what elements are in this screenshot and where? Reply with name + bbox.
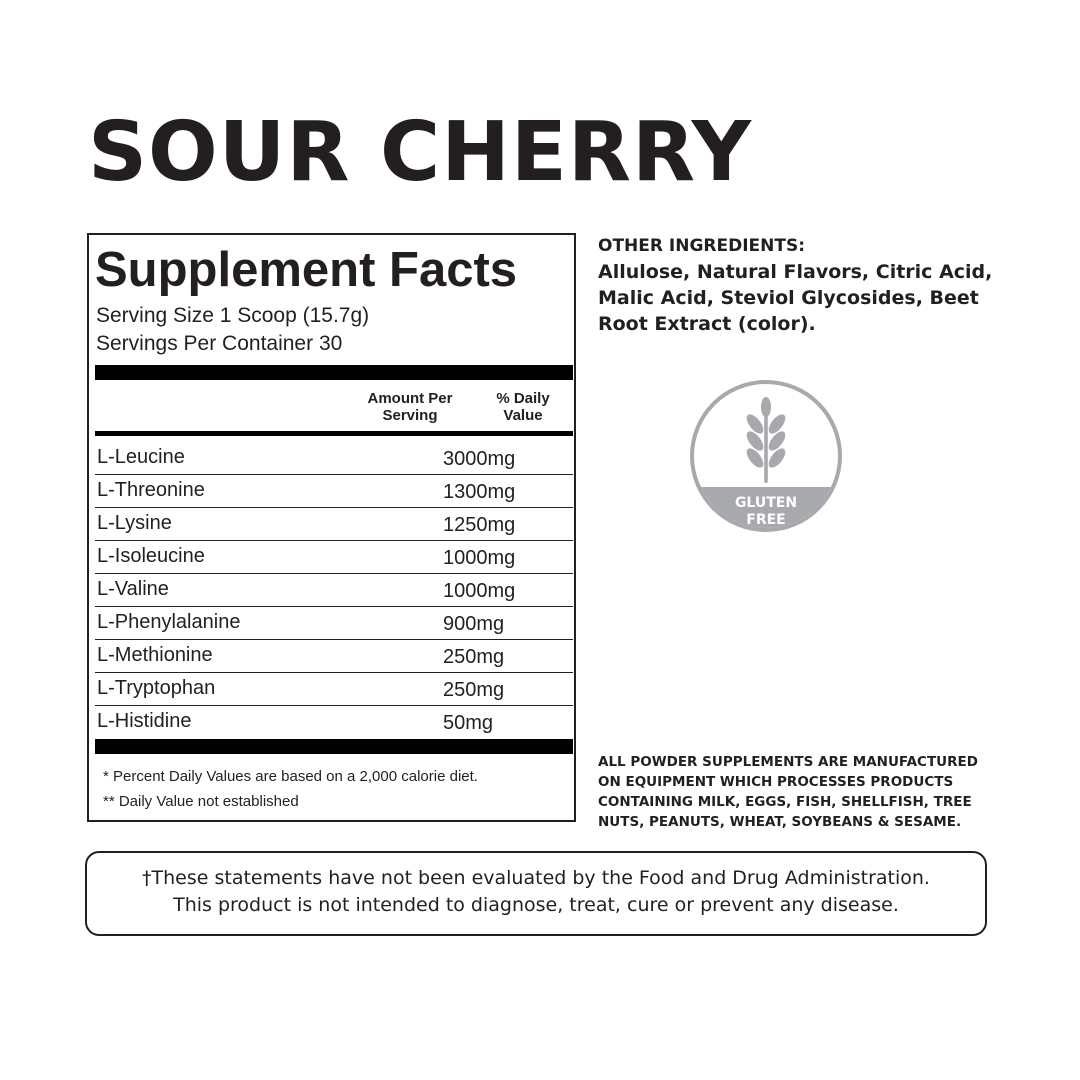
table-row xyxy=(95,541,573,574)
ingredient-amount: 1250mg xyxy=(443,514,516,536)
divider-bar xyxy=(95,431,573,436)
other-ingredients-heading: OTHER INGREDIENTS: xyxy=(598,236,806,256)
product-title: SOUR CHERRY xyxy=(88,105,753,200)
table-row xyxy=(95,475,573,508)
other-ingredients xyxy=(598,233,998,337)
ingredient-amount: 50mg xyxy=(443,712,494,734)
ingredient-name: L-Isoleucine xyxy=(97,545,205,567)
badge-line-2: FREE xyxy=(746,512,786,528)
column-header-daily-value: % Daily Value xyxy=(496,390,550,424)
ingredient-name: L-Valine xyxy=(97,578,169,600)
ingredient-amount: 250mg xyxy=(443,646,505,668)
disclaimer-line-2: This product is not intended to diagnose, treat, cure or prevent any disease. xyxy=(173,894,899,916)
ingredient-name: L-Phenylalanine xyxy=(97,611,241,633)
ingredient-amount: 1300mg xyxy=(443,481,516,503)
fda-disclaimer xyxy=(85,851,987,936)
ingredient-amount: 1000mg xyxy=(443,580,516,602)
divider-bar xyxy=(95,365,573,380)
allergen-line: CONTAINING MILK, EGGS, FISH, SHELLFISH, TREE xyxy=(598,794,972,810)
allergen-line: ON EQUIPMENT WHICH PROCESSES PRODUCTS xyxy=(598,774,954,790)
table-row xyxy=(95,508,573,541)
ingredient-name: L-Tryptophan xyxy=(97,677,216,699)
serving-size: Serving Size 1 Scoop (15.7g) xyxy=(96,304,370,327)
ingredient-amount: 1000mg xyxy=(443,547,516,569)
table-row xyxy=(95,442,573,475)
gluten-free-badge xyxy=(687,377,845,535)
column-header-amount: Amount Per Serving xyxy=(367,390,453,424)
allergen-line: ALL POWDER SUPPLEMENTS ARE MANUFACTURED xyxy=(598,754,978,770)
servings-per-container: Servings Per Container 30 xyxy=(96,332,343,355)
table-row xyxy=(95,673,573,706)
footnote-daily-values: * Percent Daily Values are based on a 2,000 calorie diet. xyxy=(103,768,478,785)
ingredient-name: L-Methionine xyxy=(97,644,213,666)
badge-line-1: GLUTEN xyxy=(734,495,798,511)
allergen-line: NUTS, PEANUTS, WHEAT, SOYBEANS & SESAME. xyxy=(598,814,962,830)
ingredient-name: L-Histidine xyxy=(97,710,192,732)
ingredient-amount: 250mg xyxy=(443,679,505,701)
disclaimer-line-1: †These statements have not been evaluated by the Food and Drug Administration. xyxy=(142,867,930,889)
ingredient-amount: 3000mg xyxy=(443,448,516,470)
facts-title: Supplement Facts xyxy=(95,243,518,297)
ingredient-name: L-Leucine xyxy=(97,446,185,468)
allergen-statement xyxy=(598,752,998,832)
supplement-facts-panel xyxy=(87,233,576,822)
ingredient-table xyxy=(95,442,573,738)
table-row xyxy=(95,607,573,640)
divider-bar xyxy=(95,739,573,754)
footnote-not-established: ** Daily Value not established xyxy=(103,793,299,810)
ingredient-name: L-Threonine xyxy=(97,479,205,501)
other-ingredients-list: Allulose, Natural Flavors, Citric Acid, Malic Acid, Steviol Glycosides, Beet Root Extract (color). xyxy=(598,261,993,335)
ingredient-amount: 900mg xyxy=(443,613,505,635)
ingredient-name: L-Lysine xyxy=(97,512,172,534)
table-row xyxy=(95,640,573,673)
table-row xyxy=(95,574,573,607)
table-row xyxy=(95,706,573,738)
